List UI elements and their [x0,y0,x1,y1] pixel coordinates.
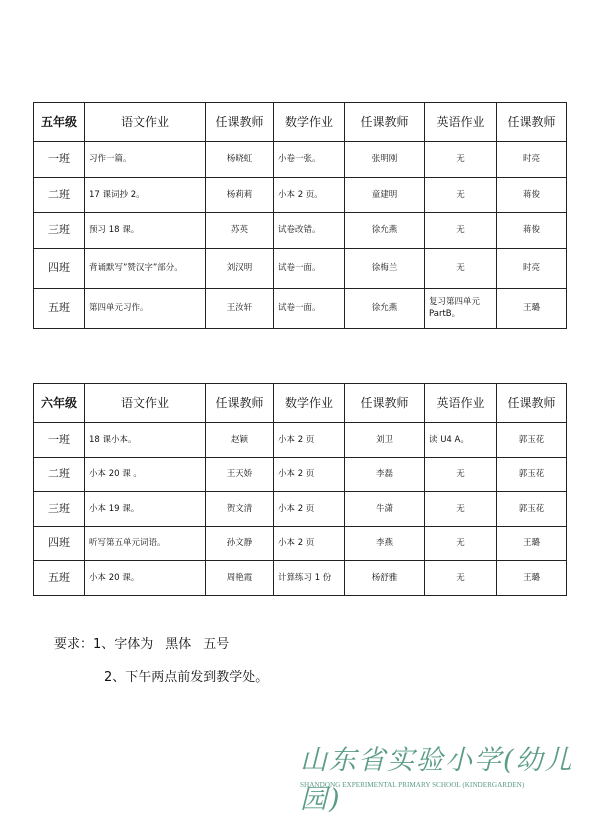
english-homework-cell: 无 [425,492,497,527]
teacher-cell: 王汝轩 [206,288,274,328]
teacher-cell: 苏英 [206,213,274,249]
header-teacher: 任课教师 [345,103,425,142]
class-name-cell: 三班 [34,213,85,249]
table-row [34,423,567,458]
teacher-cell: 时亮 [497,142,567,178]
requirement-font: 黑体 [165,637,192,652]
class-name-cell: 二班 [34,177,85,213]
header-teacher: 任课教师 [497,384,567,423]
chinese-homework-cell: 习作一篇。 [85,142,206,178]
grade5-homework-table [33,102,567,329]
teacher-cell: 徐梅兰 [345,248,425,288]
english-homework-cell: 无 [425,213,497,249]
table-header-row [34,384,567,423]
english-homework-cell: 无 [425,142,497,178]
teacher-cell: 李燕 [345,526,425,561]
english-homework-cell: 无 [425,526,497,561]
chinese-homework-cell: 17 课词抄 2。 [85,177,206,213]
teacher-cell: 赵颖 [206,423,274,458]
teacher-cell: 李磊 [345,457,425,492]
table-row [34,288,567,328]
teacher-cell: 王璐 [497,561,567,596]
table-row [34,492,567,527]
math-homework-cell: 试卷一面。 [274,248,345,288]
table-row [34,248,567,288]
teacher-cell: 王天娇 [206,457,274,492]
school-logo-chinese: 山东省实验小学(幼儿园) [300,745,574,815]
math-homework-cell: 小本 2 页。 [274,177,345,213]
grade6-homework-table [33,383,567,596]
chinese-homework-cell: 小本 19 课。 [85,492,206,527]
header-teacher: 任课教师 [206,103,274,142]
header-teacher: 任课教师 [206,384,274,423]
teacher-cell: 牛潇 [345,492,425,527]
teacher-cell: 刘汉明 [206,248,274,288]
requirement-prefix: 要求：1、字体为 [54,637,154,652]
teacher-cell: 郭玉花 [497,423,567,458]
english-homework-cell: 读 U4 A。 [425,423,497,458]
teacher-cell: 郭玉花 [497,492,567,527]
teacher-cell: 徐允燕 [345,288,425,328]
class-name-cell: 一班 [34,423,85,458]
chinese-homework-cell: 第四单元习作。 [85,288,206,328]
teacher-cell: 蒋俊 [497,177,567,213]
header-teacher: 任课教师 [497,103,567,142]
school-logo-english: SHANDONG EXPERIMENTAL PRIMARY SCHOOL (KINDERGARDEN) [300,781,525,789]
class-name-cell: 四班 [34,248,85,288]
teacher-cell: 蒋俊 [497,213,567,249]
english-homework-cell: 无 [425,561,497,596]
english-homework-cell: 无 [425,177,497,213]
teacher-cell: 周艳霞 [206,561,274,596]
teacher-cell: 杨莉莉 [206,177,274,213]
teacher-cell: 贺文清 [206,492,274,527]
class-name-cell: 五班 [34,561,85,596]
teacher-cell: 杨晓虹 [206,142,274,178]
class-name-cell: 四班 [34,526,85,561]
chinese-homework-cell: 小本 20 课 。 [85,457,206,492]
class-name-cell: 三班 [34,492,85,527]
chinese-homework-cell: 小本 20 课。 [85,561,206,596]
table-row [34,142,567,178]
math-homework-cell: 计算练习 1 份 [274,561,345,596]
header-teacher: 任课教师 [345,384,425,423]
grade-label: 五年级 [34,103,85,142]
header-english: 英语作业 [425,384,497,423]
table-header-row [34,103,567,142]
teacher-cell: 徐允燕 [345,213,425,249]
requirement-line-1 [54,633,241,652]
header-chinese: 语文作业 [85,384,206,423]
table-row [34,526,567,561]
header-math: 数学作业 [274,384,345,423]
table-row [34,561,567,596]
class-name-cell: 一班 [34,142,85,178]
english-homework-cell: 无 [425,248,497,288]
grade-label: 六年级 [34,384,85,423]
chinese-homework-cell: 预习 18 课。 [85,213,206,249]
teacher-cell: 童建明 [345,177,425,213]
class-name-cell: 五班 [34,288,85,328]
requirement-size: 五号 [203,637,230,652]
chinese-homework-cell: 背诵默写”赞汉字”部分。 [85,248,206,288]
teacher-cell: 王璐 [497,288,567,328]
table-row [34,213,567,249]
teacher-cell: 杨舒雅 [345,561,425,596]
math-homework-cell: 试卷一面。 [274,288,345,328]
table-row [34,457,567,492]
class-name-cell: 二班 [34,457,85,492]
math-homework-cell: 试卷改错。 [274,213,345,249]
teacher-cell: 郭玉花 [497,457,567,492]
table-row [34,177,567,213]
english-homework-cell: 复习第四单元 PartB。 [425,288,497,328]
math-homework-cell: 小本 2 页 [274,457,345,492]
header-english: 英语作业 [425,103,497,142]
teacher-cell: 张明刚 [345,142,425,178]
teacher-cell: 时亮 [497,248,567,288]
teacher-cell: 刘卫 [345,423,425,458]
chinese-homework-cell: 18 课小本。 [85,423,206,458]
header-chinese: 语文作业 [85,103,206,142]
requirement-line-2: 2、下午两点前发到教学处。 [104,670,269,685]
math-homework-cell: 小本 2 页 [274,423,345,458]
math-homework-cell: 小本 2 页 [274,492,345,527]
teacher-cell: 孙文静 [206,526,274,561]
english-homework-cell: 无 [425,457,497,492]
teacher-cell: 王璐 [497,526,567,561]
header-math: 数学作业 [274,103,345,142]
math-homework-cell: 小卷一张。 [274,142,345,178]
math-homework-cell: 小本 2 页 [274,526,345,561]
chinese-homework-cell: 听写第五单元词语。 [85,526,206,561]
